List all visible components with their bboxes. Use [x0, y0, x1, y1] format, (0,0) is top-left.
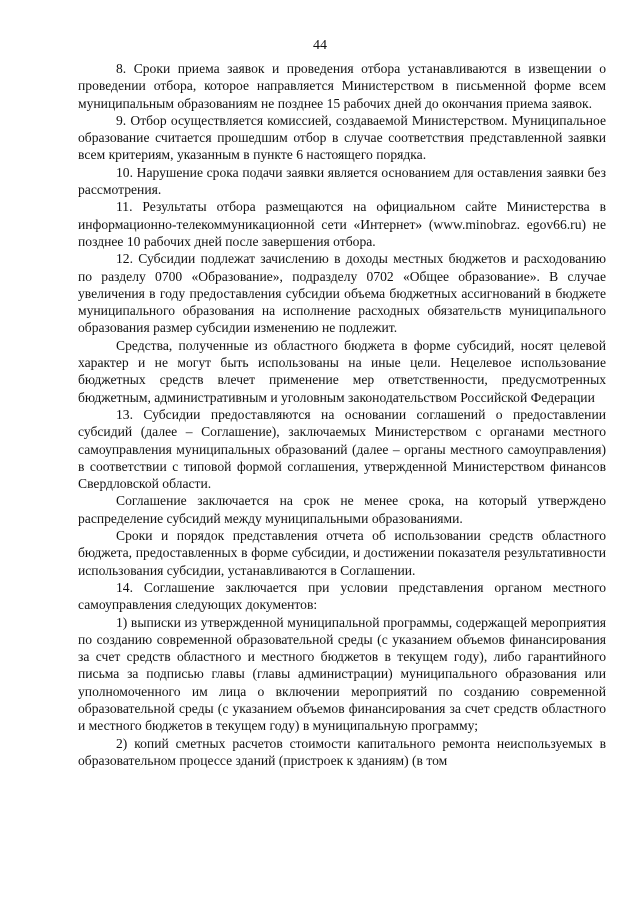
paragraph-subitem-1: 1) выписки из утвержденной муниципальной программы, содержащей мероприятия по созданию современной образовательной среды (с указанием объемов финансирования за счет средств областного и местного бюджетов в текущем году), либо гарантийного письма за подписью главы (главы администрации) муниципального образования или уполномоченного им лица о включении мероприятий по созданию современной образовательной среды (с указанием объемов финансирования за счет средств областного и местного бюджетов в текущем году) в муниципальную программу; [78, 614, 606, 734]
paragraph-item-8: 8. Сроки приема заявок и проведения отбора устанавливаются в извещении о проведении отбора, которое направляется Министерством в письменной форме всем муниципальным образованиям не позднее 15 рабочих дней до окончания приема заявок. [78, 61, 606, 111]
paragraph-item-13: 13. Субсидии предоставляются на основании соглашений о предоставлении субсидий (далее – Соглашение), заключаемых Министерством с органами местного самоуправления муниципальных образований (далее – органы местного самоуправления) в соответствии с типовой формой соглашения, утвержденной Министерством финансов Свердловской области. [78, 406, 606, 492]
paragraph-item-9: 9. Отбор осуществляется комиссией, создаваемой Министерством. Муниципальное образование считается прошедшим отбор в случае соответствия представленной заявки всем критериям, указанным в пункте 6 настоящего порядка. [78, 112, 606, 163]
paragraph-report-terms: Сроки и порядок представления отчета об использовании средств областного бюджета, предоставленных в форме субсидии, и достижении показателя результативности использования субсидии, устанавливаются в Соглашении. [78, 528, 606, 578]
page-body [78, 60, 606, 769]
paragraph-item-12: 12. Субсидии подлежат зачислению в доходы местных бюджетов и расходованию по разделу 0700 «Образование», подразделу 0702 «Общее образование». В случае увеличения в году предоставления субсидии объема бюджетных ассигнований в бюджете муниципального образования на исполнение расходных обязательств муниципального образования размер субсидии изменению не подлежит. [78, 251, 606, 336]
paragraph-target-use: Средства, полученные из областного бюджета в форме субсидий, носят целевой характер и не могут быть использованы на иные цели. Нецелевое использование бюджетных средств влечет применение мер ответственности, предусмотренных бюджетным, административным и уголовным законодательством Российской Федерации [78, 337, 606, 405]
paragraph-subitem-2: 2) копий сметных расчетов стоимости капитального ремонта неиспользуемых в образовательном процессе зданий (пристроек к зданиям) (в том [78, 735, 606, 768]
paragraph-agreement-term: Соглашение заключается на срок не менее срока, на который утверждено распределение субсидий между муниципальными образованиями. [78, 493, 606, 526]
paragraph-item-14: 14. Соглашение заключается при условии представления органом местного самоуправления следующих документов: [78, 579, 606, 613]
paragraph-item-11: 11. Результаты отбора размещаются на официальном сайте Министерства в информационно-телекоммуникационной сети «Интернет» (www.minobraz. egov66.ru) не позднее 10 рабочих дней после завершения отбора. [78, 199, 606, 249]
page-number: 44 [313, 38, 327, 53]
paragraph-item-10: 10. Нарушение срока подачи заявки является основанием для оставления заявки без рассмотрения. [78, 164, 606, 198]
